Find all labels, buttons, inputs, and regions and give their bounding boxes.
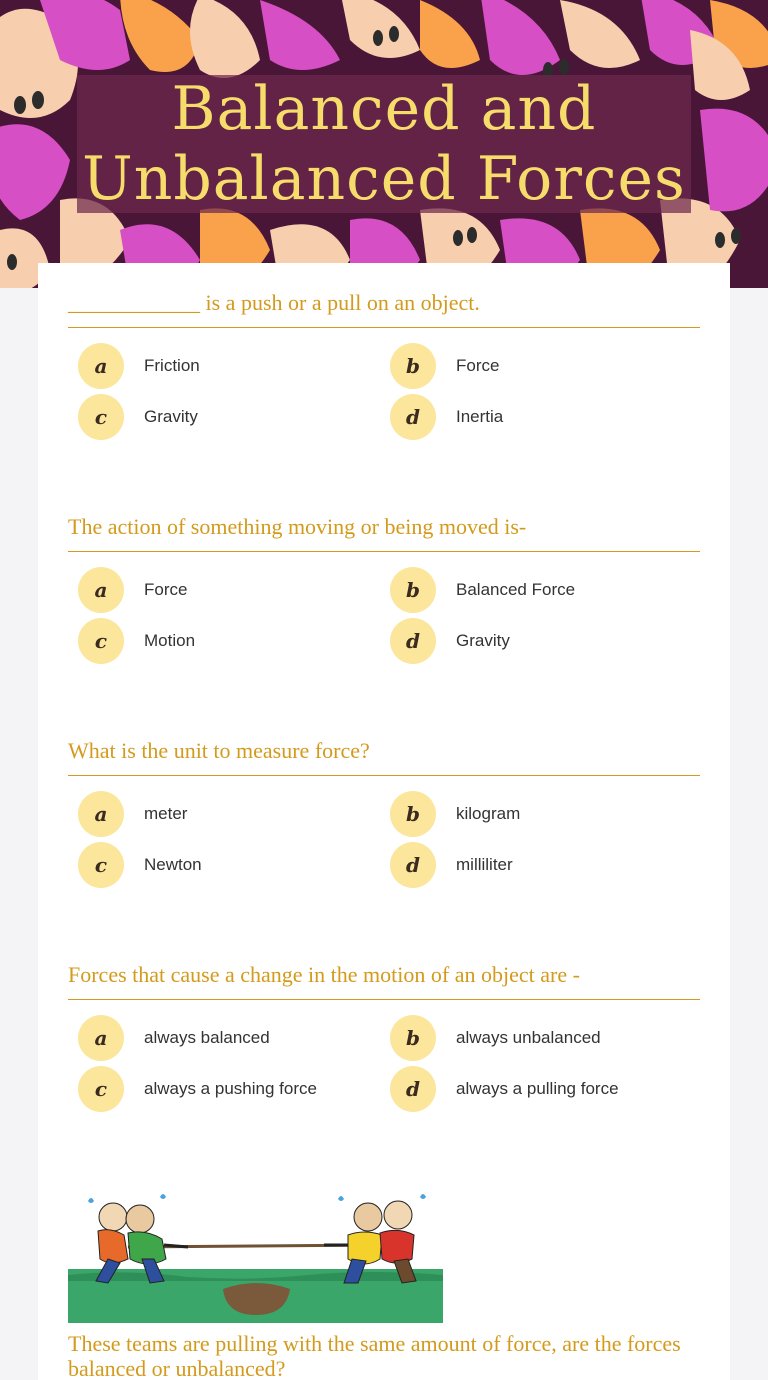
option-label: Force (144, 580, 188, 599)
option-b[interactable] (390, 791, 690, 837)
option-a[interactable] (78, 1015, 378, 1061)
option-letter-badge: b (390, 791, 436, 837)
option-letter-badge: d (390, 842, 436, 888)
option-c[interactable] (78, 394, 378, 440)
tug-of-war-illustration (68, 1189, 443, 1323)
option-letter-badge: b (390, 567, 436, 613)
option-letter-badge: a (78, 343, 124, 389)
option-label: Gravity (456, 631, 510, 650)
option-letter-badge: c (78, 1066, 124, 1112)
option-a[interactable] (78, 567, 378, 613)
option-letter-badge: c (78, 842, 124, 888)
option-label: always a pushing force (144, 1079, 317, 1098)
option-a[interactable] (78, 791, 378, 837)
option-label: Motion (144, 631, 196, 650)
option-label: always a pulling force (456, 1079, 619, 1098)
option-label: meter (144, 804, 188, 823)
option-label: always balanced (144, 1028, 270, 1047)
answer-options (68, 1000, 700, 1110)
option-label: Force (456, 356, 500, 375)
option-label: kilogram (456, 804, 521, 823)
option-letter-badge: a (78, 567, 124, 613)
option-b[interactable] (390, 1015, 690, 1061)
option-a[interactable] (78, 343, 378, 389)
option-c[interactable] (78, 842, 378, 888)
page-title: Balanced and Unbalanced Forces (82, 74, 686, 214)
option-letter-badge: b (390, 343, 436, 389)
final-question-text: These teams are pulling with the same amount of force, are the forces balanced or unbalanced? (68, 1331, 681, 1380)
option-label: milliliter (456, 855, 513, 874)
option-letter-badge: d (390, 618, 436, 664)
question-3 (68, 738, 700, 886)
option-d[interactable] (390, 394, 690, 440)
title-box (77, 75, 691, 213)
option-letter-badge: c (78, 618, 124, 664)
option-c[interactable] (78, 1066, 378, 1112)
question-1 (68, 290, 700, 438)
option-label: Friction (144, 356, 200, 375)
question-4 (68, 962, 700, 1110)
question-text: ____________ is a push or a pull on an object. (68, 290, 700, 328)
option-letter-badge: c (78, 394, 124, 440)
option-label: Balanced Force (456, 580, 576, 599)
option-c[interactable] (78, 618, 378, 664)
question-text: Forces that cause a change in the motion of an object are - (68, 962, 700, 1000)
answer-options (68, 328, 700, 438)
option-b[interactable] (390, 343, 690, 389)
option-b[interactable] (390, 567, 690, 613)
header-banner (0, 0, 768, 288)
option-label: always unbalanced (456, 1028, 601, 1047)
option-label: Inertia (456, 407, 504, 426)
option-d[interactable] (390, 842, 690, 888)
option-letter-badge: d (390, 1066, 436, 1112)
option-letter-badge: a (78, 1015, 124, 1061)
option-d[interactable] (390, 618, 690, 664)
question-2 (68, 514, 700, 662)
option-letter-badge: b (390, 1015, 436, 1061)
option-letter-badge: d (390, 394, 436, 440)
answer-options (68, 776, 700, 886)
option-letter-badge: a (78, 791, 124, 837)
option-d[interactable] (390, 1066, 690, 1112)
option-label: Gravity (144, 407, 198, 426)
answer-options (68, 552, 700, 662)
option-label: Newton (144, 855, 202, 874)
worksheet (38, 263, 730, 1380)
question-text: What is the unit to measure force? (68, 738, 700, 776)
question-text: The action of something moving or being moved is- (68, 514, 700, 552)
